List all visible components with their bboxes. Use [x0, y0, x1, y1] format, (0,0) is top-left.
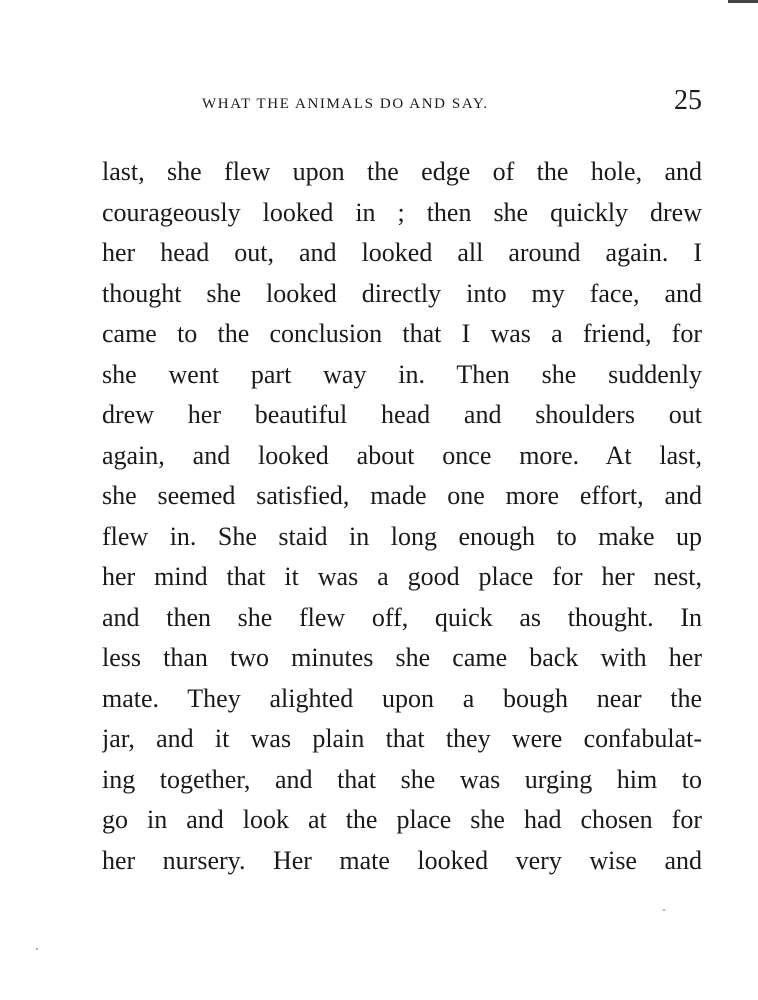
- text-line: ing together, and that she was urging him to: [102, 764, 702, 794]
- body-text: [102, 152, 702, 881]
- page-header: [100, 86, 704, 122]
- text-line: flew in. She staid in long enough to make up: [102, 521, 702, 551]
- page-number: 25: [674, 85, 702, 116]
- text-line: thought she looked directly into my face, and: [102, 278, 702, 308]
- text-line: her mind that it was a good place for her nest,: [102, 562, 702, 591]
- running-head: WHAT THE ANIMALS DO AND SAY.: [202, 96, 489, 112]
- text-line: she seemed satisfied, made one more effort, and: [102, 481, 702, 510]
- text-line: drew her beautiful head and shoulders out: [102, 400, 702, 429]
- text-line: mate. They alighted upon a bough near the: [102, 683, 702, 713]
- text-line: go in and look at the place she had chosen for: [102, 805, 702, 834]
- text-line: courageously looked in ; then she quickly drew: [102, 197, 702, 227]
- text-line: her head out, and looked all around again. I: [102, 238, 702, 267]
- text-line: less than two minutes she came back with her: [102, 643, 702, 672]
- paper-speck: [36, 948, 38, 950]
- page-edge-line: [728, 0, 758, 3]
- text-line: came to the conclusion that I was a friend, for: [102, 319, 702, 348]
- text-line: jar, and it was plain that they were confabulat-: [102, 724, 702, 753]
- text-line: her nursery. Her mate looked very wise and: [102, 845, 702, 875]
- paper-speck: [663, 909, 665, 911]
- text-line: again, and looked about once more. At last,: [102, 440, 702, 470]
- text-line: last, she flew upon the edge of the hole, and: [102, 157, 702, 186]
- text-line: and then she flew off, quick as thought. In: [102, 602, 702, 632]
- text-line: she went part way in. Then she suddenly: [102, 359, 702, 389]
